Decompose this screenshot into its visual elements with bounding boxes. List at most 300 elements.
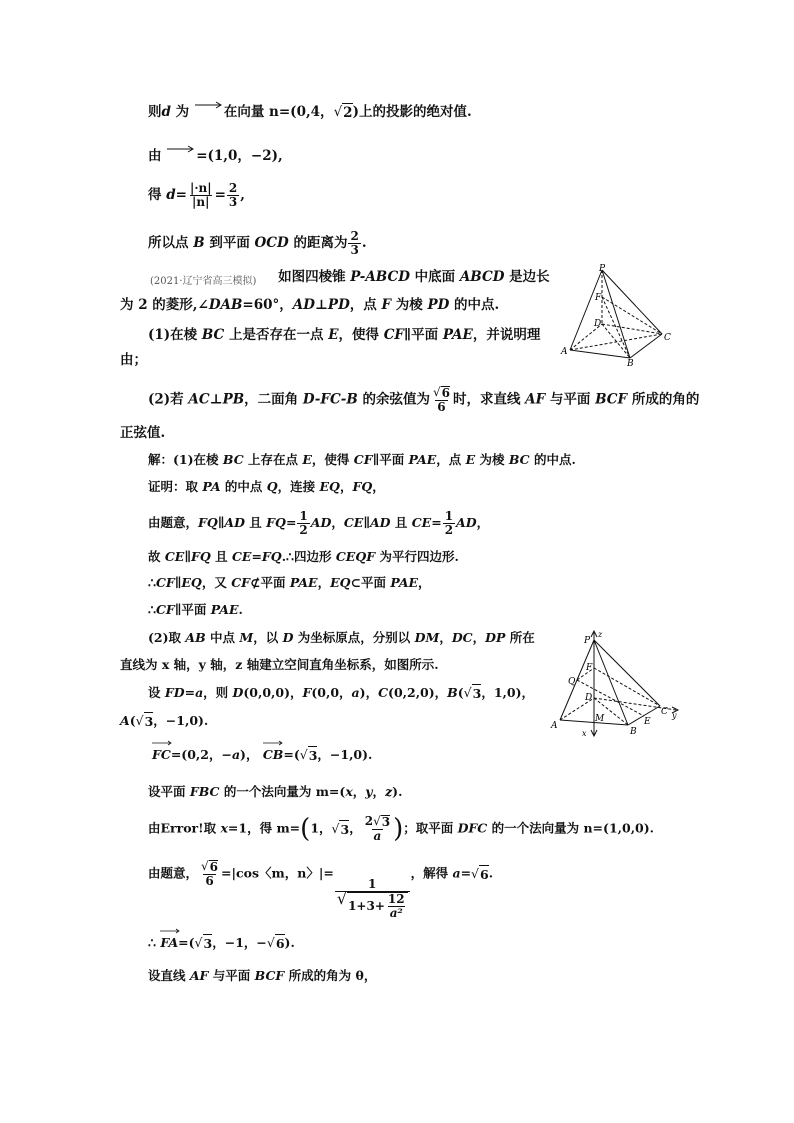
var: B	[193, 235, 205, 251]
text: 得	[148, 187, 167, 203]
numerator: 2	[228, 181, 238, 195]
var: AD	[369, 515, 391, 530]
sqrt: √ 6	[471, 865, 489, 882]
var: AF	[189, 968, 209, 983]
var: DAB	[208, 297, 243, 313]
numerator: √ 6	[432, 385, 450, 400]
fraction	[348, 230, 360, 257]
fraction	[386, 893, 407, 920]
right-paren: )	[393, 814, 404, 844]
text: (	[457, 685, 464, 700]
text: (0,0，	[311, 685, 352, 700]
text: .∴四边形	[281, 549, 336, 564]
sqrt-value: 6	[209, 860, 219, 874]
denominator: |n|	[192, 195, 210, 209]
numerator: 1	[444, 509, 454, 523]
text: ，	[317, 575, 331, 590]
text: 2	[364, 814, 374, 828]
label-B: B	[627, 359, 634, 369]
fraction	[335, 878, 410, 920]
text: (1)在棱	[148, 327, 202, 343]
text: ，	[339, 479, 353, 494]
text: ，	[418, 575, 431, 590]
text: ；取平面	[403, 820, 458, 836]
text: 所成的角为 θ，	[284, 968, 377, 983]
text-line-6	[120, 296, 499, 314]
text: 为	[170, 104, 190, 120]
text: 如图四棱锥	[278, 269, 351, 285]
sqrt: √ 3	[463, 685, 482, 701]
var: E	[302, 452, 312, 467]
var: P-ABCD	[350, 269, 410, 285]
text: 与平面	[545, 391, 596, 408]
var: x	[220, 820, 228, 836]
sqrt-value: 3	[381, 815, 391, 829]
numerator: 12	[387, 891, 405, 906]
var-d: d	[166, 187, 176, 203]
text: 为棱	[475, 452, 509, 467]
var: AC	[188, 391, 210, 408]
sqrt: √ 3	[331, 820, 350, 837]
text: ，又	[201, 575, 232, 590]
text: (2)若	[148, 391, 189, 408]
var: PA	[202, 479, 221, 494]
var: a	[351, 685, 360, 700]
sqrt: √ 3	[373, 814, 391, 829]
fraction	[443, 510, 455, 537]
var: CF	[155, 602, 175, 617]
var: FD	[164, 685, 185, 700]
var: CE	[411, 515, 432, 530]
text: ∥	[217, 515, 225, 530]
text-line-5	[146, 268, 550, 286]
var: EQ	[319, 479, 340, 494]
label-z: z	[598, 630, 603, 639]
label-A: A	[551, 721, 558, 731]
text-line-22	[148, 783, 402, 801]
text: ∥平面	[404, 327, 443, 343]
var: DM	[414, 630, 440, 645]
text: ，则	[203, 685, 233, 700]
text: 证明：取	[148, 479, 203, 494]
text-line-3	[148, 182, 245, 209]
text: 设平面	[148, 784, 190, 799]
text: 为平行四边形.	[375, 549, 459, 564]
left-paren: (	[300, 814, 311, 844]
var: FQ	[266, 515, 286, 530]
var: DC	[451, 630, 473, 645]
text: 上是否存在一点	[224, 327, 329, 343]
text: 的一个法向量为 n=(1,0,0).	[487, 820, 655, 836]
text: ，使得	[338, 327, 384, 343]
var: CF	[155, 575, 175, 590]
text: (2)取	[148, 630, 186, 645]
var: PAE	[442, 327, 473, 343]
fraction	[297, 510, 309, 537]
text: ∥平面	[174, 602, 211, 617]
text: =(	[178, 935, 195, 950]
text: =60°，	[242, 297, 293, 313]
var: PD	[327, 297, 350, 313]
label-F: F	[595, 293, 602, 303]
text: 是边长	[504, 269, 550, 285]
var: AB	[185, 630, 206, 645]
text: 所成的角的	[627, 391, 700, 408]
vector-label: FC	[152, 747, 171, 762]
text-line-9	[148, 386, 699, 414]
text: .	[238, 602, 243, 617]
text: 的余弦值为	[357, 391, 430, 408]
text-line-23	[148, 815, 654, 843]
text: =1，得 m=	[227, 820, 301, 836]
text: =	[460, 865, 472, 881]
text: 由	[148, 148, 162, 164]
sqrt-value: 2	[343, 105, 353, 121]
var: BC	[508, 452, 530, 467]
text-line-14	[148, 548, 459, 566]
text: ，连接	[277, 479, 320, 494]
text-line-15	[148, 574, 431, 592]
text: ，	[349, 820, 362, 836]
pyramid-figure-2	[548, 628, 680, 738]
sqrt-value: 6	[480, 866, 489, 882]
text-line-7	[148, 326, 540, 344]
text: 解：(1)在棱	[148, 452, 223, 467]
text-line-13	[148, 510, 489, 537]
text-line-4	[148, 230, 367, 257]
text: =	[285, 515, 297, 530]
text: ，1,0)，	[481, 685, 534, 700]
var: B	[447, 685, 458, 700]
var: AD	[224, 515, 245, 530]
denominator: a²	[389, 905, 403, 920]
text: 为坐标原点，分别以	[293, 630, 415, 645]
numerator	[363, 815, 392, 829]
text: )上的投影的绝对值.	[352, 104, 472, 120]
sqrt: √ 6	[266, 935, 285, 951]
text: ，以	[253, 630, 283, 645]
fraction	[363, 815, 392, 843]
text: ⊥	[314, 297, 328, 313]
vector-arrow-icon	[194, 106, 224, 120]
text: =	[431, 515, 442, 530]
text: .	[361, 235, 367, 251]
text: ，点	[436, 452, 466, 467]
label-C: C	[661, 707, 668, 717]
var: F	[302, 685, 312, 700]
label-E: E	[644, 717, 651, 727]
text: ∴	[148, 602, 156, 617]
var: PAE	[408, 452, 437, 467]
var: a	[231, 747, 241, 762]
text: =	[251, 549, 262, 564]
text: 由题意，	[148, 865, 199, 881]
text: 且	[244, 515, 267, 530]
text: 设直线	[148, 968, 190, 983]
var: EQ	[181, 575, 202, 590]
sqrt-value: 3	[144, 714, 154, 729]
label-D: D	[594, 319, 602, 329]
text-line-16	[148, 601, 243, 619]
numerator: 1	[299, 509, 308, 523]
label-P: P	[599, 264, 606, 274]
var: CEQF	[335, 549, 376, 564]
sqrt: √ 3	[299, 747, 318, 763]
text: =	[214, 187, 226, 203]
text: ∴	[148, 935, 156, 950]
vector-FC	[152, 746, 171, 764]
text: 的距离为	[288, 235, 348, 251]
text: ).	[392, 784, 403, 799]
numerator: √ 6	[201, 859, 219, 874]
text-line-19	[148, 684, 534, 703]
text: 为棱	[391, 297, 428, 313]
text: ，使得	[311, 452, 354, 467]
var: AD	[456, 515, 477, 530]
text: ，	[331, 515, 344, 530]
label-C: C	[664, 333, 671, 343]
var: Q	[266, 479, 278, 494]
text: 设	[148, 685, 165, 700]
sqrt-value: 3	[308, 748, 318, 763]
fraction	[227, 182, 239, 209]
vector-FA	[160, 934, 178, 952]
var: F	[381, 297, 392, 313]
text: ，	[472, 630, 486, 645]
numerator: |·n|	[189, 181, 212, 195]
text: =(0,2，−	[170, 747, 232, 762]
vector-label: FA	[160, 935, 179, 950]
text-line-25	[148, 934, 295, 953]
var: M	[239, 630, 254, 645]
text: 的中点.	[449, 297, 500, 313]
label-Q: Q	[568, 677, 576, 687]
text: ，解得	[410, 865, 453, 881]
denominator: a	[373, 829, 382, 843]
text: ，	[439, 630, 452, 645]
var: CF	[231, 575, 251, 590]
sqrt: √ 1+3+ $\frac{12}{\text{a²}}$	[337, 892, 408, 920]
denominator: 2	[444, 523, 454, 537]
text: ，−1，−	[212, 935, 267, 950]
var: EQ	[330, 575, 351, 590]
text: 在向量 n=(0,4，	[223, 104, 334, 120]
sqrt-value: 6	[275, 936, 285, 951]
var: E	[465, 452, 476, 467]
fraction	[199, 860, 220, 888]
var: CE	[343, 515, 364, 530]
text: ⊥	[209, 391, 223, 408]
text: .	[488, 865, 494, 881]
text: 的中点	[220, 479, 267, 494]
label-A: A	[561, 347, 568, 357]
text: 的一个法向量为 m=(	[219, 784, 346, 799]
denominator: 2	[299, 523, 308, 537]
text: =(1,0，−2),	[196, 148, 283, 164]
var: FBC	[189, 784, 220, 799]
text: ，二面角	[244, 391, 303, 408]
text: 所以点	[148, 235, 194, 251]
var-d: d	[161, 104, 171, 120]
var: D-FC-B	[302, 391, 358, 408]
var: OCD	[254, 235, 289, 251]
sqrt: √ 3	[194, 935, 213, 951]
text: 且	[210, 549, 232, 564]
var: PAE	[210, 602, 239, 617]
text: 所在	[505, 630, 535, 645]
text-line-21	[152, 746, 372, 765]
text: ⊄平面	[250, 575, 290, 590]
text: 且	[390, 515, 412, 530]
label-D: D	[585, 693, 593, 703]
var: D	[282, 630, 294, 645]
var: CF	[353, 452, 373, 467]
var: DFC	[457, 820, 488, 836]
text: =	[184, 685, 196, 700]
text: ∴	[148, 575, 156, 590]
text-line-11	[148, 451, 576, 469]
text: ∥平面	[372, 452, 409, 467]
denominator	[335, 888, 410, 920]
text: =	[175, 187, 187, 203]
text: 由题意，	[148, 515, 199, 530]
text-line-8: 由；	[120, 352, 147, 368]
text: 中点	[205, 630, 240, 645]
var: CF	[383, 327, 405, 343]
text: 1+3+	[348, 898, 385, 913]
text: 故	[148, 549, 165, 564]
text: (0,0,0)，	[243, 685, 303, 700]
sqrt-value: 3	[203, 936, 213, 951]
label-B: B	[630, 727, 637, 737]
label-F: F	[586, 663, 593, 673]
text: 为 2 的菱形,∠	[120, 297, 209, 313]
text-line-17	[148, 629, 535, 647]
text: 的中点.	[529, 452, 576, 467]
text: ,	[240, 187, 245, 203]
var: AD	[292, 297, 315, 313]
var: z	[385, 784, 393, 799]
denominator: 6	[205, 874, 214, 888]
text: ，−1,0).	[317, 747, 373, 762]
text: ，点	[349, 297, 382, 313]
text: 由Error!取	[148, 820, 221, 836]
text-line-10: 正弦值.	[120, 425, 166, 441]
text: ∥	[184, 549, 191, 564]
sqrt: √ 3	[135, 713, 154, 729]
text: =|cos〈m，n〉|=	[221, 865, 334, 881]
text-line-24	[148, 860, 493, 920]
numerator: 2	[350, 229, 359, 243]
numerator: 1	[368, 876, 377, 891]
label-M: M	[595, 714, 605, 724]
text: ，	[372, 784, 386, 799]
text: (	[129, 713, 136, 728]
fraction	[188, 182, 214, 209]
var: AF	[525, 391, 546, 408]
text: ，并说明理	[472, 327, 541, 343]
var: FQ	[261, 549, 282, 564]
var: A	[120, 713, 130, 728]
var: DP	[485, 630, 506, 645]
text: 时，求直线	[452, 391, 526, 408]
text-line-20	[120, 712, 208, 731]
text: )，	[240, 747, 259, 762]
var: E	[328, 327, 339, 343]
text-line-18: 直线为 x 轴，y 轴，z 轴建立空间直角坐标系，如图所示.	[120, 657, 439, 672]
text: ∥	[363, 515, 370, 530]
var: BC	[201, 327, 225, 343]
text: ⊂平面	[350, 575, 391, 590]
text-line-12	[148, 478, 385, 496]
text: (0,2,0)，	[388, 685, 448, 700]
pyramid-figure-1	[560, 262, 680, 369]
var: y	[365, 784, 373, 799]
var: PAE	[289, 575, 318, 590]
fraction	[431, 386, 452, 414]
var: PD	[427, 297, 450, 313]
var: x	[345, 784, 353, 799]
label-x: x	[582, 729, 587, 738]
text: 中底面	[409, 269, 460, 285]
text: 到平面	[204, 235, 255, 251]
text: 与平面	[208, 968, 255, 983]
sqrt: √ 2	[333, 104, 353, 121]
var: ABCD	[459, 269, 505, 285]
vector-label: CB	[262, 747, 284, 762]
text: 上存在点	[243, 452, 303, 467]
var: BC	[222, 452, 244, 467]
text-line-2	[148, 147, 283, 165]
text: ).	[284, 935, 295, 950]
text: 1，	[310, 820, 332, 836]
denominator: 3	[228, 195, 238, 209]
var: PB	[222, 391, 245, 408]
label-P: P	[584, 636, 591, 646]
text: ，	[476, 515, 490, 530]
text-line-1	[148, 103, 472, 122]
var: a	[452, 865, 461, 881]
var: BCF	[595, 391, 628, 408]
var: BCF	[254, 968, 285, 983]
denominator: 6	[437, 400, 446, 414]
sqrt-value: 3	[472, 686, 482, 701]
text: )，	[359, 685, 379, 700]
sqrt-value: 6	[441, 386, 450, 400]
var: PAE	[390, 575, 419, 590]
var: FQ	[190, 549, 211, 564]
text-line-26	[148, 967, 376, 985]
var: C	[378, 685, 389, 700]
vector-CB	[263, 746, 284, 764]
text: 则	[148, 104, 162, 120]
var: FQ	[352, 479, 373, 494]
var: D	[232, 685, 244, 700]
var: FQ	[198, 515, 218, 530]
text: ∥	[174, 575, 182, 590]
var: a	[195, 685, 204, 700]
sqrt-value: 3	[340, 821, 350, 837]
denominator: 3	[350, 243, 359, 257]
var: AD	[310, 515, 332, 530]
var: CE	[231, 549, 252, 564]
text: =(	[283, 747, 300, 762]
text: ，	[372, 479, 385, 494]
label-y: y	[672, 711, 677, 720]
text: ，	[352, 784, 366, 799]
text: ，−1,0).	[153, 713, 209, 728]
var: CE	[164, 549, 185, 564]
